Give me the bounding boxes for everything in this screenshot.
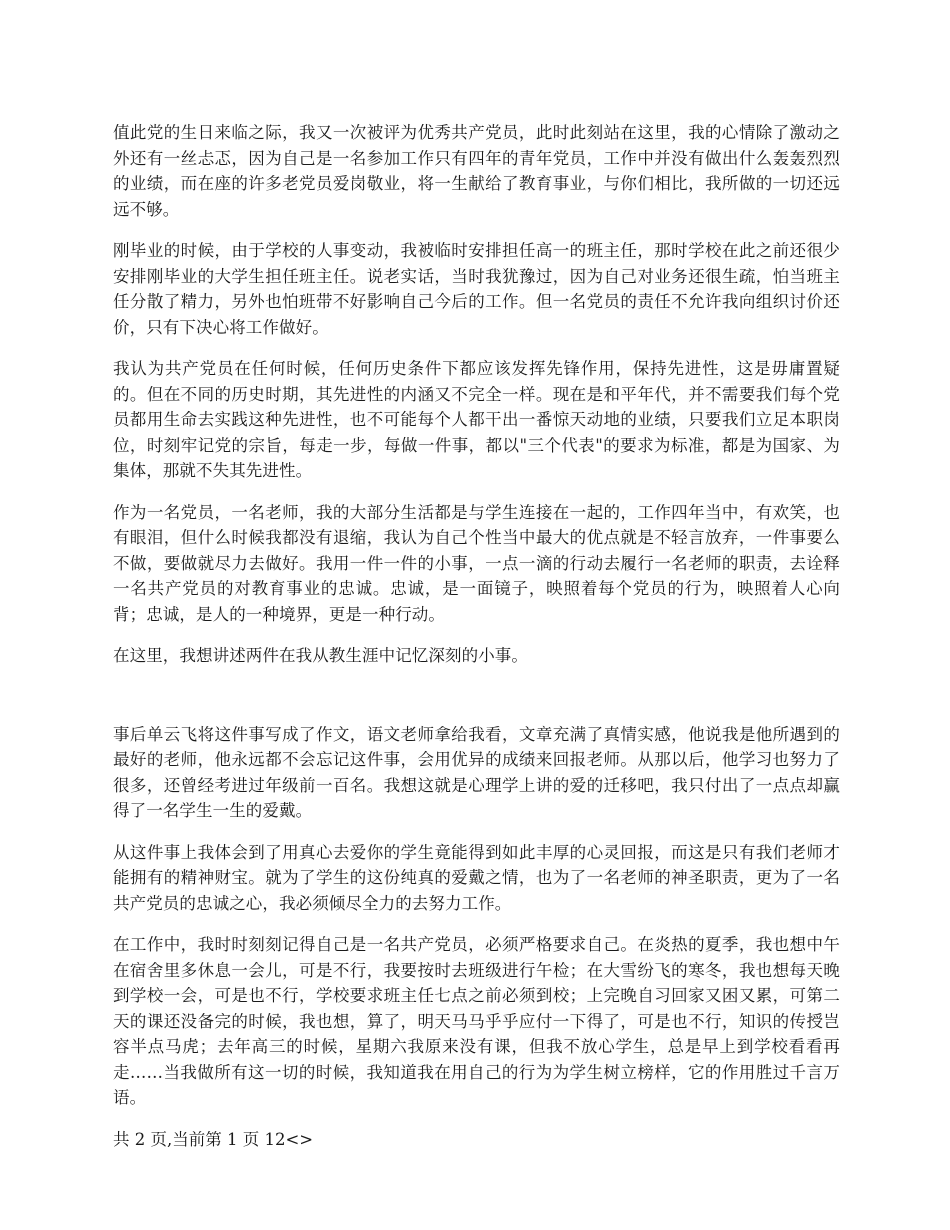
- paragraph-8: 在工作中，我时时刻刻记得自己是一名共产党员，必须严格要求自己。在炎热的夏季，我也想中午在宿舍里多休息一会儿，可是不行，我要按时去班级进行午检；在大雪纷飞的寒冬，我也想每天晚到学校一会，可是也不行，学校要求班主任七点之前必须到校；上完晚自习回家又困又累，可第二天的课还没备完的时候，我也想，算了，明天马马乎乎应付一下得了，可是也不行，知识的传授岂容半点马虎；去年高三的时候，星期六我原来没有课，但我不放心学生，总是早上到学校看看再走……当我做所有这一切的时候，我知道我在用自己的行为为学生树立榜样，它的作用胜过千言万语。: [113, 935, 840, 1107]
- paragraph-6: 事后单云飞将这件事写成了作文，语文老师拿给我看，文章充满了真情实感，他说我是他所遇到的最好的老师，他永远都不会忘记这件事，会用优异的成绩来回报老师。从那以后，他学习也努力了很多，还曾经考进过年级前一百名。我想这就是心理学上讲的爱的迁移吧，我只付出了一点点却赢得了一名学生一生的爱戴。: [113, 724, 840, 820]
- paragraph-4: 作为一名党员，一名老师，我的大部分生活都是与学生连接在一起的，工作四年当中，有欢笑，也有眼泪，但什么时候我都没有退缩，我认为自己个性当中最大的优点就是不轻言放弃，一件事要么不做，要做就尽力去做好。我用一件一件的小事，一点一滴的行动去履行一名老师的职责，去诠释一名共产党员的对教育事业的忠诚。忠诚，是一面镜子，映照着每个党员的行为，映照着人心向背；忠诚，是人的一种境界，更是一种行动。: [113, 502, 840, 624]
- paragraph-5: 在这里，我想讲述两件在我从教生涯中记忆深刻的小事。: [113, 646, 528, 665]
- paragraph-7: 从这件事上我体会到了用真心去爱你的学生竟能得到如此丰厚的心灵回报，而这是只有我们老师才能拥有的精神财宝。就为了学生的这份纯真的爱戴之情，也为了一名老师的神圣职责，更为了一名共产党员的忠诚之心，我必须倾尽全力的去努力工作。: [113, 842, 840, 913]
- paragraph-3: 我认为共产党员在任何时候，任何历史条件下都应该发挥先锋作用，保持先进性，这是毋庸置疑的。但在不同的历史时期，其先进性的内涵又不完全一样。现在是和平年代，并不需要我们每个党员都用生命去实践这种先进性，也不可能每个人都干出一番惊天动地的业绩，只要我们立足本职岗位，时刻牢记党的宗旨，每走一步，每做一件事，都以"三个代表"的要求为标准，都是为国家、为集体，那就不失其先进性。: [113, 359, 840, 480]
- paragraph-1: 值此党的生日来临之际，我又一次被评为优秀共产党员，此时此刻站在这里，我的心情除了激动之外还有一丝忐忑，因为自己是一名参加工作只有四年的青年党员，工作中并没有做出什么轰轰烈烈的业绩，而在座的许多老党员爱岗敬业，将一生献给了教育事业，与你们相比，我所做的一切还远远不够。: [113, 123, 840, 219]
- section-gap: [113, 685, 840, 722]
- paragraph-2: 刚毕业的时候，由于学校的人事变动，我被临时安排担任高一的班主任，那时学校在此之前还很少安排刚毕业的大学生担任班主任。说老实话，当时我犹豫过，因为自己对业务还很生疏，怕当班主任分散了精力，另外也怕班带不好影响自己今后的工作。但一名党员的责任不允许我向组织讨价还价，只有下决心将工作做好。: [113, 241, 840, 337]
- document-page: [113, 120, 840, 1152]
- pagination[interactable]: 共 2 页,当前第 1 页 12<>: [113, 1129, 314, 1149]
